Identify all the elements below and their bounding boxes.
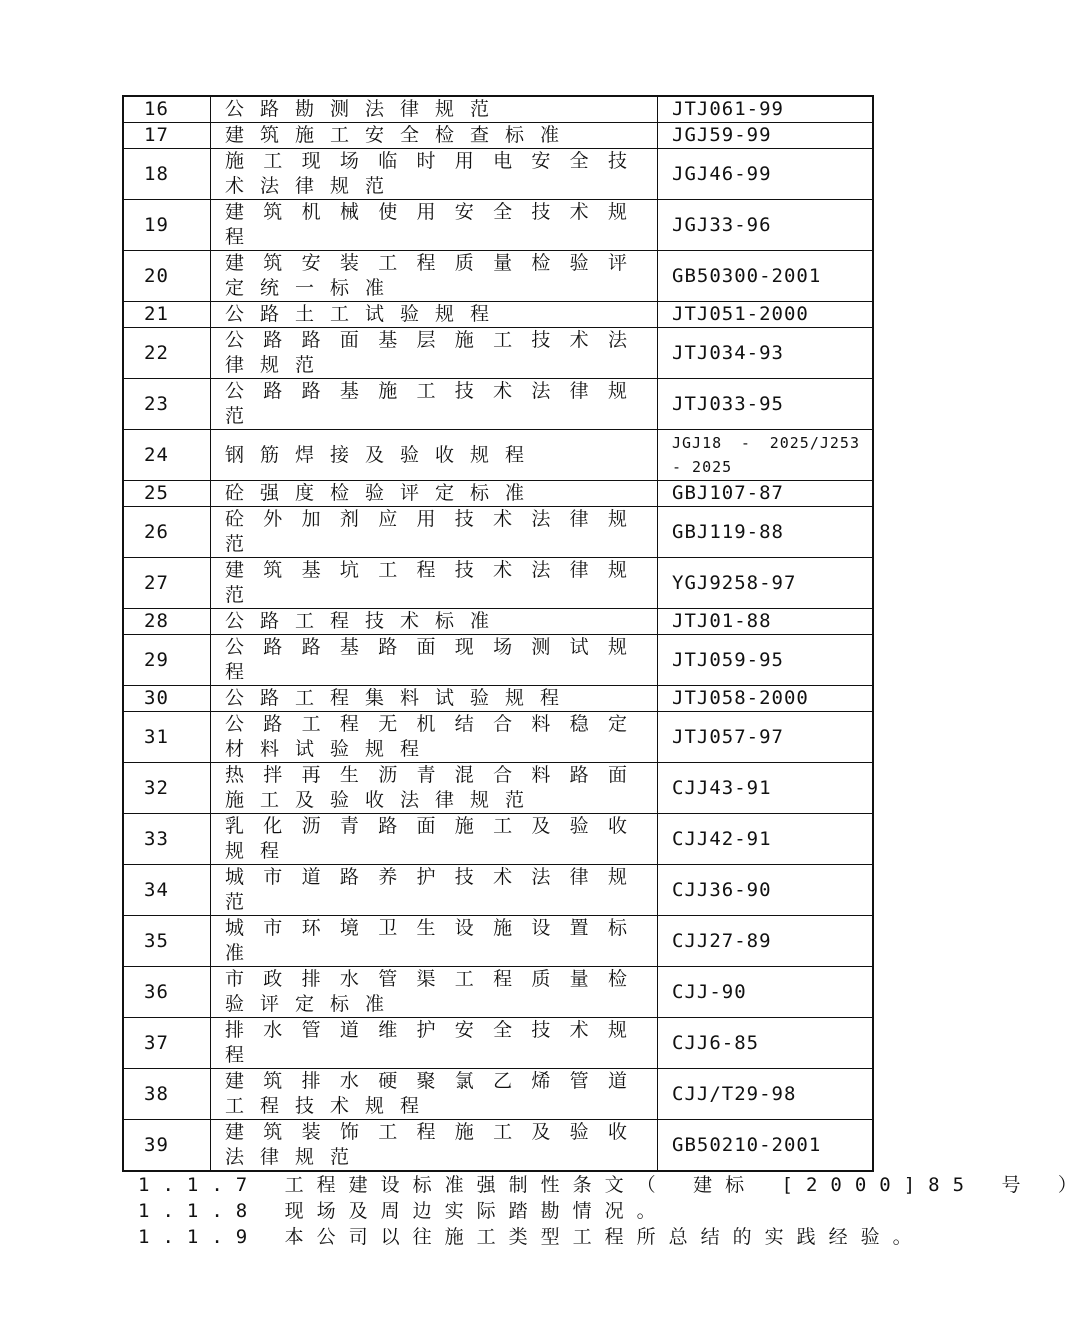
standard-name: [211, 1018, 658, 1069]
standard-code: GB50210-2001: [658, 1120, 874, 1172]
standard-name-line: 建筑基坑工程技术法律规: [225, 559, 643, 581]
row-number: 32: [123, 763, 211, 814]
standard-code: JTJ034-93: [658, 328, 874, 379]
standard-name-line: 公路工程无机结合料稳定: [225, 713, 643, 735]
table-row: [123, 763, 873, 814]
standard-code: JTJ059-95: [658, 635, 874, 686]
standard-name: [211, 916, 658, 967]
table-row: [123, 430, 873, 481]
standard-name: [211, 123, 658, 149]
standard-code: JGJ59-99: [658, 123, 874, 149]
table-row: [123, 712, 873, 763]
standard-name-line: 城市道路养护技术法律规: [225, 866, 643, 888]
standard-name-line: 公路工程集料试验规程: [225, 687, 576, 709]
standard-name-line: 排水管道维护安全技术规: [225, 1019, 643, 1041]
standard-code: GBJ119-88: [658, 507, 874, 558]
standard-code: CJJ6-85: [658, 1018, 874, 1069]
standard-name-line: 律规范: [225, 354, 331, 376]
row-number: 25: [123, 481, 211, 507]
table-row: [123, 635, 873, 686]
standard-name: [211, 763, 658, 814]
row-number: 33: [123, 814, 211, 865]
standard-name: [211, 430, 658, 481]
standard-name-line: 建筑装饰工程施工及验收: [225, 1121, 643, 1143]
standard-name-line: 范: [225, 891, 261, 913]
standard-name: [211, 1069, 658, 1120]
standard-code: JTJ051-2000: [658, 302, 874, 328]
standard-code: CJJ/T29-98: [658, 1069, 874, 1120]
row-number: 27: [123, 558, 211, 609]
table-row: [123, 200, 873, 251]
standard-name-line: 城市环境卫生设施设置标: [225, 917, 643, 939]
standards-table-body: [123, 96, 873, 1171]
row-number: 39: [123, 1120, 211, 1172]
row-number: 38: [123, 1069, 211, 1120]
note-1-1-9: 1.1.9 本公司以往施工类型工程所总结的实践经验。: [138, 1226, 925, 1248]
standard-name-line: 建筑安装工程质量检验评: [225, 252, 643, 274]
standard-name-line: 法律规范: [225, 1146, 366, 1168]
standard-name: [211, 96, 658, 123]
standard-code: JTJ057-97: [658, 712, 874, 763]
row-number: 35: [123, 916, 211, 967]
standard-name-line: 建筑施工安全检查标准: [225, 124, 576, 146]
row-number: 23: [123, 379, 211, 430]
row-number: 24: [123, 430, 211, 481]
standard-name-line: 公路路基施工技术法律规: [225, 380, 643, 402]
table-row: [123, 558, 873, 609]
table-row: [123, 1018, 873, 1069]
standard-name: [211, 149, 658, 200]
standard-name-line: 公路工程技术标准: [225, 610, 506, 632]
standard-name-line: 工程技术规程: [225, 1095, 436, 1117]
standard-name-line: 市政排水管渠工程质量检: [225, 968, 643, 990]
table-row: [123, 379, 873, 430]
row-number: 34: [123, 865, 211, 916]
note-1-1-7: 1.1.7 工程建设标准强制性条文（ 建标 [2000]85 号 ）: [138, 1174, 1090, 1196]
standard-code: JGJ46-99: [658, 149, 874, 200]
table-row: [123, 481, 873, 507]
standard-name-line: 范: [225, 533, 261, 555]
standard-name-line: 热拌再生沥青混合料路面: [225, 764, 643, 786]
standard-name-line: 施工现场临时用电安全技: [225, 150, 643, 172]
standard-name: [211, 609, 658, 635]
standard-name-line: 材料试验规程: [225, 738, 436, 760]
standard-name-line: 规程: [225, 840, 296, 862]
standard-name-line: 程: [225, 661, 261, 683]
standard-name-line: 砼外加剂应用技术法律规: [225, 508, 643, 530]
standard-name: [211, 967, 658, 1018]
standard-name: [211, 814, 658, 865]
row-number: 18: [123, 149, 211, 200]
table-row: [123, 251, 873, 302]
standard-name-line: 程: [225, 1044, 261, 1066]
standard-name-line: 建筑排水硬聚氯乙烯管道: [225, 1070, 643, 1092]
standard-name: [211, 558, 658, 609]
table-row: [123, 916, 873, 967]
standard-name: [211, 200, 658, 251]
row-number: 31: [123, 712, 211, 763]
standard-name-line: 乳化沥青路面施工及验收: [225, 815, 643, 837]
table-row: [123, 302, 873, 328]
standard-code: CJJ43-91: [658, 763, 874, 814]
standard-name-line: 范: [225, 584, 261, 606]
standard-name-line: 施工及验收法律规范: [225, 789, 541, 811]
table-row: [123, 149, 873, 200]
row-number: 22: [123, 328, 211, 379]
table-row: [123, 967, 873, 1018]
row-number: 16: [123, 96, 211, 123]
standard-name: [211, 379, 658, 430]
standard-name-line: 范: [225, 405, 261, 427]
standard-name-line: 验评定标准: [225, 993, 401, 1015]
standard-name-line: 公路路面基层施工技术法: [225, 329, 643, 351]
standard-name: [211, 635, 658, 686]
standard-name: [211, 1120, 658, 1172]
standard-name: [211, 302, 658, 328]
standard-code: JGJ18 - 2025/J253 - 2025: [658, 430, 874, 481]
standard-name: [211, 686, 658, 712]
standard-code: CJJ36-90: [658, 865, 874, 916]
standard-code: JGJ33-96: [658, 200, 874, 251]
standard-name-line: 公路勘测法律规范: [225, 98, 506, 120]
row-number: 30: [123, 686, 211, 712]
row-number: 17: [123, 123, 211, 149]
standard-name: [211, 481, 658, 507]
note-1-1-8: 1.1.8 现场及周边实际踏勘情况。: [138, 1200, 669, 1222]
row-number: 36: [123, 967, 211, 1018]
table-row: [123, 686, 873, 712]
standard-name-line: 程: [225, 226, 261, 248]
table-row: [123, 609, 873, 635]
table-row: [123, 507, 873, 558]
standard-code: CJJ42-91: [658, 814, 874, 865]
row-number: 37: [123, 1018, 211, 1069]
notes-section: [138, 1172, 1090, 1250]
standard-name-line: 定统一标准: [225, 277, 401, 299]
standard-name: [211, 507, 658, 558]
standard-code: GB50300-2001: [658, 251, 874, 302]
row-number: 20: [123, 251, 211, 302]
standard-code: CJJ-90: [658, 967, 874, 1018]
table-row: [123, 1069, 873, 1120]
standard-name-line: 公路路基路面现场测试规: [225, 636, 643, 658]
standard-code: JTJ01-88: [658, 609, 874, 635]
standard-name-line: 准: [225, 942, 261, 964]
standard-code: YGJ9258-97: [658, 558, 874, 609]
row-number: 26: [123, 507, 211, 558]
table-row: [123, 328, 873, 379]
standard-name: [211, 251, 658, 302]
standard-code: GBJ107-87: [658, 481, 874, 507]
table-row: [123, 1120, 873, 1172]
standard-name-line: 术法律规范: [225, 175, 401, 197]
row-number: 21: [123, 302, 211, 328]
standard-name-line: 砼强度检验评定标准: [225, 482, 541, 504]
standard-code: CJJ27-89: [658, 916, 874, 967]
row-number: 19: [123, 200, 211, 251]
row-number: 28: [123, 609, 211, 635]
table-row: [123, 814, 873, 865]
table-row: [123, 865, 873, 916]
table-row: [123, 123, 873, 149]
standard-name-line: 钢筋焊接及验收规程: [225, 443, 541, 466]
standard-name-line: 公路土工试验规程: [225, 303, 506, 325]
standards-table: [122, 95, 874, 1172]
standard-code: JTJ061-99: [658, 96, 874, 123]
standard-code: JTJ058-2000: [658, 686, 874, 712]
standard-name-line: 建筑机械使用安全技术规: [225, 201, 643, 223]
standard-name: [211, 712, 658, 763]
table-row: [123, 96, 873, 123]
standard-code: JTJ033-95: [658, 379, 874, 430]
standard-name: [211, 328, 658, 379]
standard-name: [211, 865, 658, 916]
row-number: 29: [123, 635, 211, 686]
